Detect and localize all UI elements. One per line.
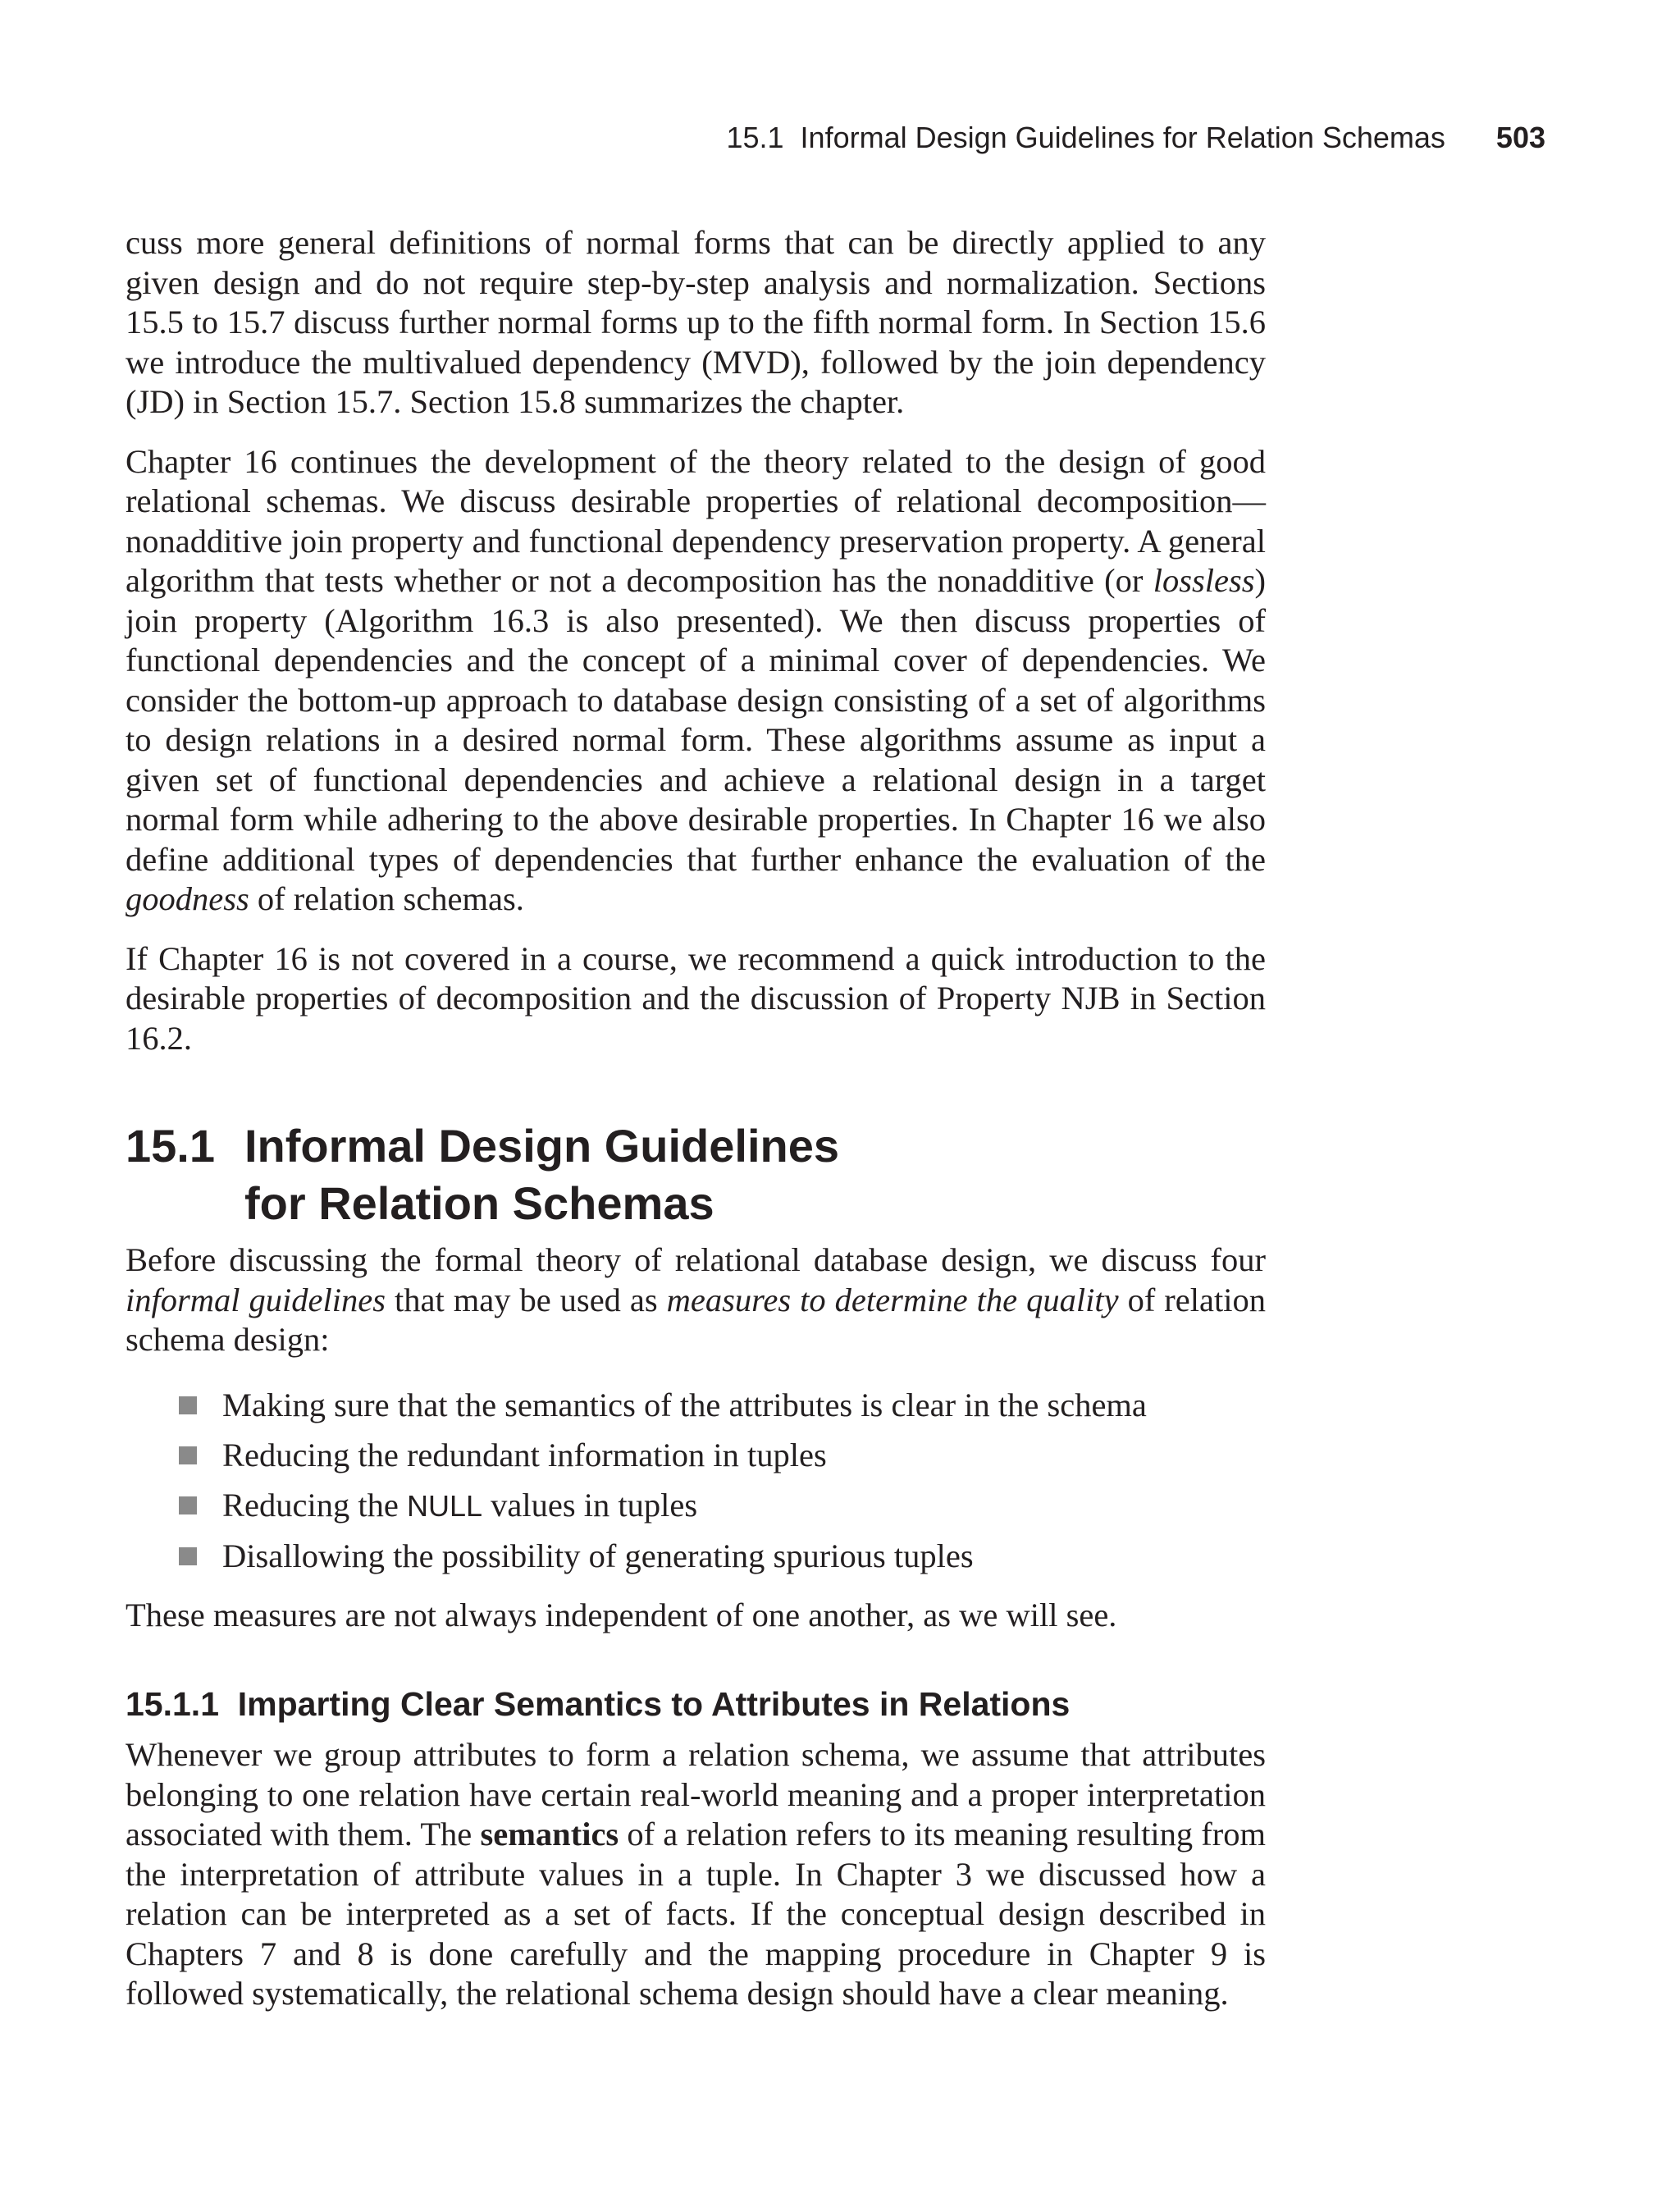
section-heading bbox=[126, 1117, 1266, 1232]
paragraph-chapter-16: Chapter 16 continues the development of the theory related to the design of good relational schemas. We discuss desirable properties of relational decomposition—nonadditive join property and functional dependency preservation property. A general algorithm that tests whether or not a decomposition has the nonadditive (or lossless) join property (Algorithm 16.3 is also presented). We then discuss properties of functional dependencies and the concept of a minimal cover of dependencies. We consider the bottom-up approach to database design consisting of a set of algorithms to design relations in a desired normal form. These algorithms assume as input a given set of functional dependencies and achieve a relational design in a target normal form while adhering to the above desirable properties. In Chapter 16 we also define additional types of dependencies that further enhance the evaluation of the goodness of relation schemas. bbox=[126, 442, 1266, 917]
paragraph-section-intro: Before discussing the formal theory of relational database design, we discuss four informal guidelines that may be used as measures to determine the quality of relation schema design: bbox=[126, 1241, 1266, 1358]
list-item: Making sure that the semantics of the attributes is clear in the schema bbox=[177, 1380, 1266, 1430]
running-header bbox=[726, 118, 1545, 158]
italic-lossless: lossless bbox=[1153, 562, 1255, 599]
square-bullet-icon bbox=[179, 1496, 197, 1514]
running-header-title: 15.1 Informal Design Guidelines for Relation Schemas bbox=[726, 121, 1445, 154]
bold-semantics: semantics bbox=[480, 1816, 619, 1853]
page-body bbox=[126, 223, 1266, 2034]
null-keyword: NULL bbox=[406, 1488, 482, 1523]
list-item: Disallowing the possibility of generating spurious tuples bbox=[177, 1531, 1266, 1581]
section-title-line2: for Relation Schemas bbox=[244, 1177, 714, 1229]
subsection-heading: 15.1.1 Imparting Clear Semantics to Attributes in Relations bbox=[126, 1685, 1071, 1723]
section-number: 15.1 bbox=[126, 1120, 215, 1172]
section-title-line1: Informal Design Guidelines bbox=[244, 1120, 840, 1172]
list-item: Reducing the NULL values in tuples bbox=[177, 1480, 1266, 1531]
square-bullet-icon bbox=[179, 1446, 197, 1464]
page-number: 503 bbox=[1495, 121, 1545, 154]
square-bullet-icon bbox=[179, 1547, 197, 1565]
guidelines-list bbox=[126, 1380, 1266, 1581]
list-item: Reducing the redundant information in tuples bbox=[177, 1430, 1266, 1480]
italic-measures: measures to determine the quality bbox=[666, 1281, 1119, 1318]
square-bullet-icon bbox=[179, 1396, 197, 1414]
paragraph-semantics: Whenever we group attributes to form a relation schema, we assume that attributes belonging to one relation have certain real-world meaning and a proper interpretation associated with them. The semantics of a relation refers to its meaning resulting from the interpretation of attribute values in a tuple. In Chapter 3 we discussed how a relation can be interpreted as a set of facts. If the conceptual design described in Chapters 7 and 8 is done carefully and the mapping procedure in Chapter 9 is followed systematically, the relational schema design should have a clear meaning. bbox=[126, 1736, 1266, 2012]
paragraph-measures-note: These measures are not always independent of one another, as we will see. bbox=[126, 1596, 1117, 1633]
paragraph-intro-continuation: cuss more general definitions of normal forms that can be directly applied to any given design and do not require step-by-step analysis and normalization. Sections 15.5 to 15.7 discuss further normal forms up to the fifth normal form. In Section 15.6 we introduce the multivalued dependency (MVD), followed by the join dependency (JD) in Section 15.7. Section 15.8 summarizes the chapter. bbox=[126, 224, 1266, 420]
italic-goodness: goodness bbox=[126, 880, 249, 917]
italic-informal-guidelines: informal guidelines bbox=[126, 1281, 386, 1318]
paragraph-chapter-16-not-covered: If Chapter 16 is not covered in a course, we recommend a quick introduction to the desirable properties of decomposition and the discussion of Property NJB in Section 16.2. bbox=[126, 939, 1266, 1057]
